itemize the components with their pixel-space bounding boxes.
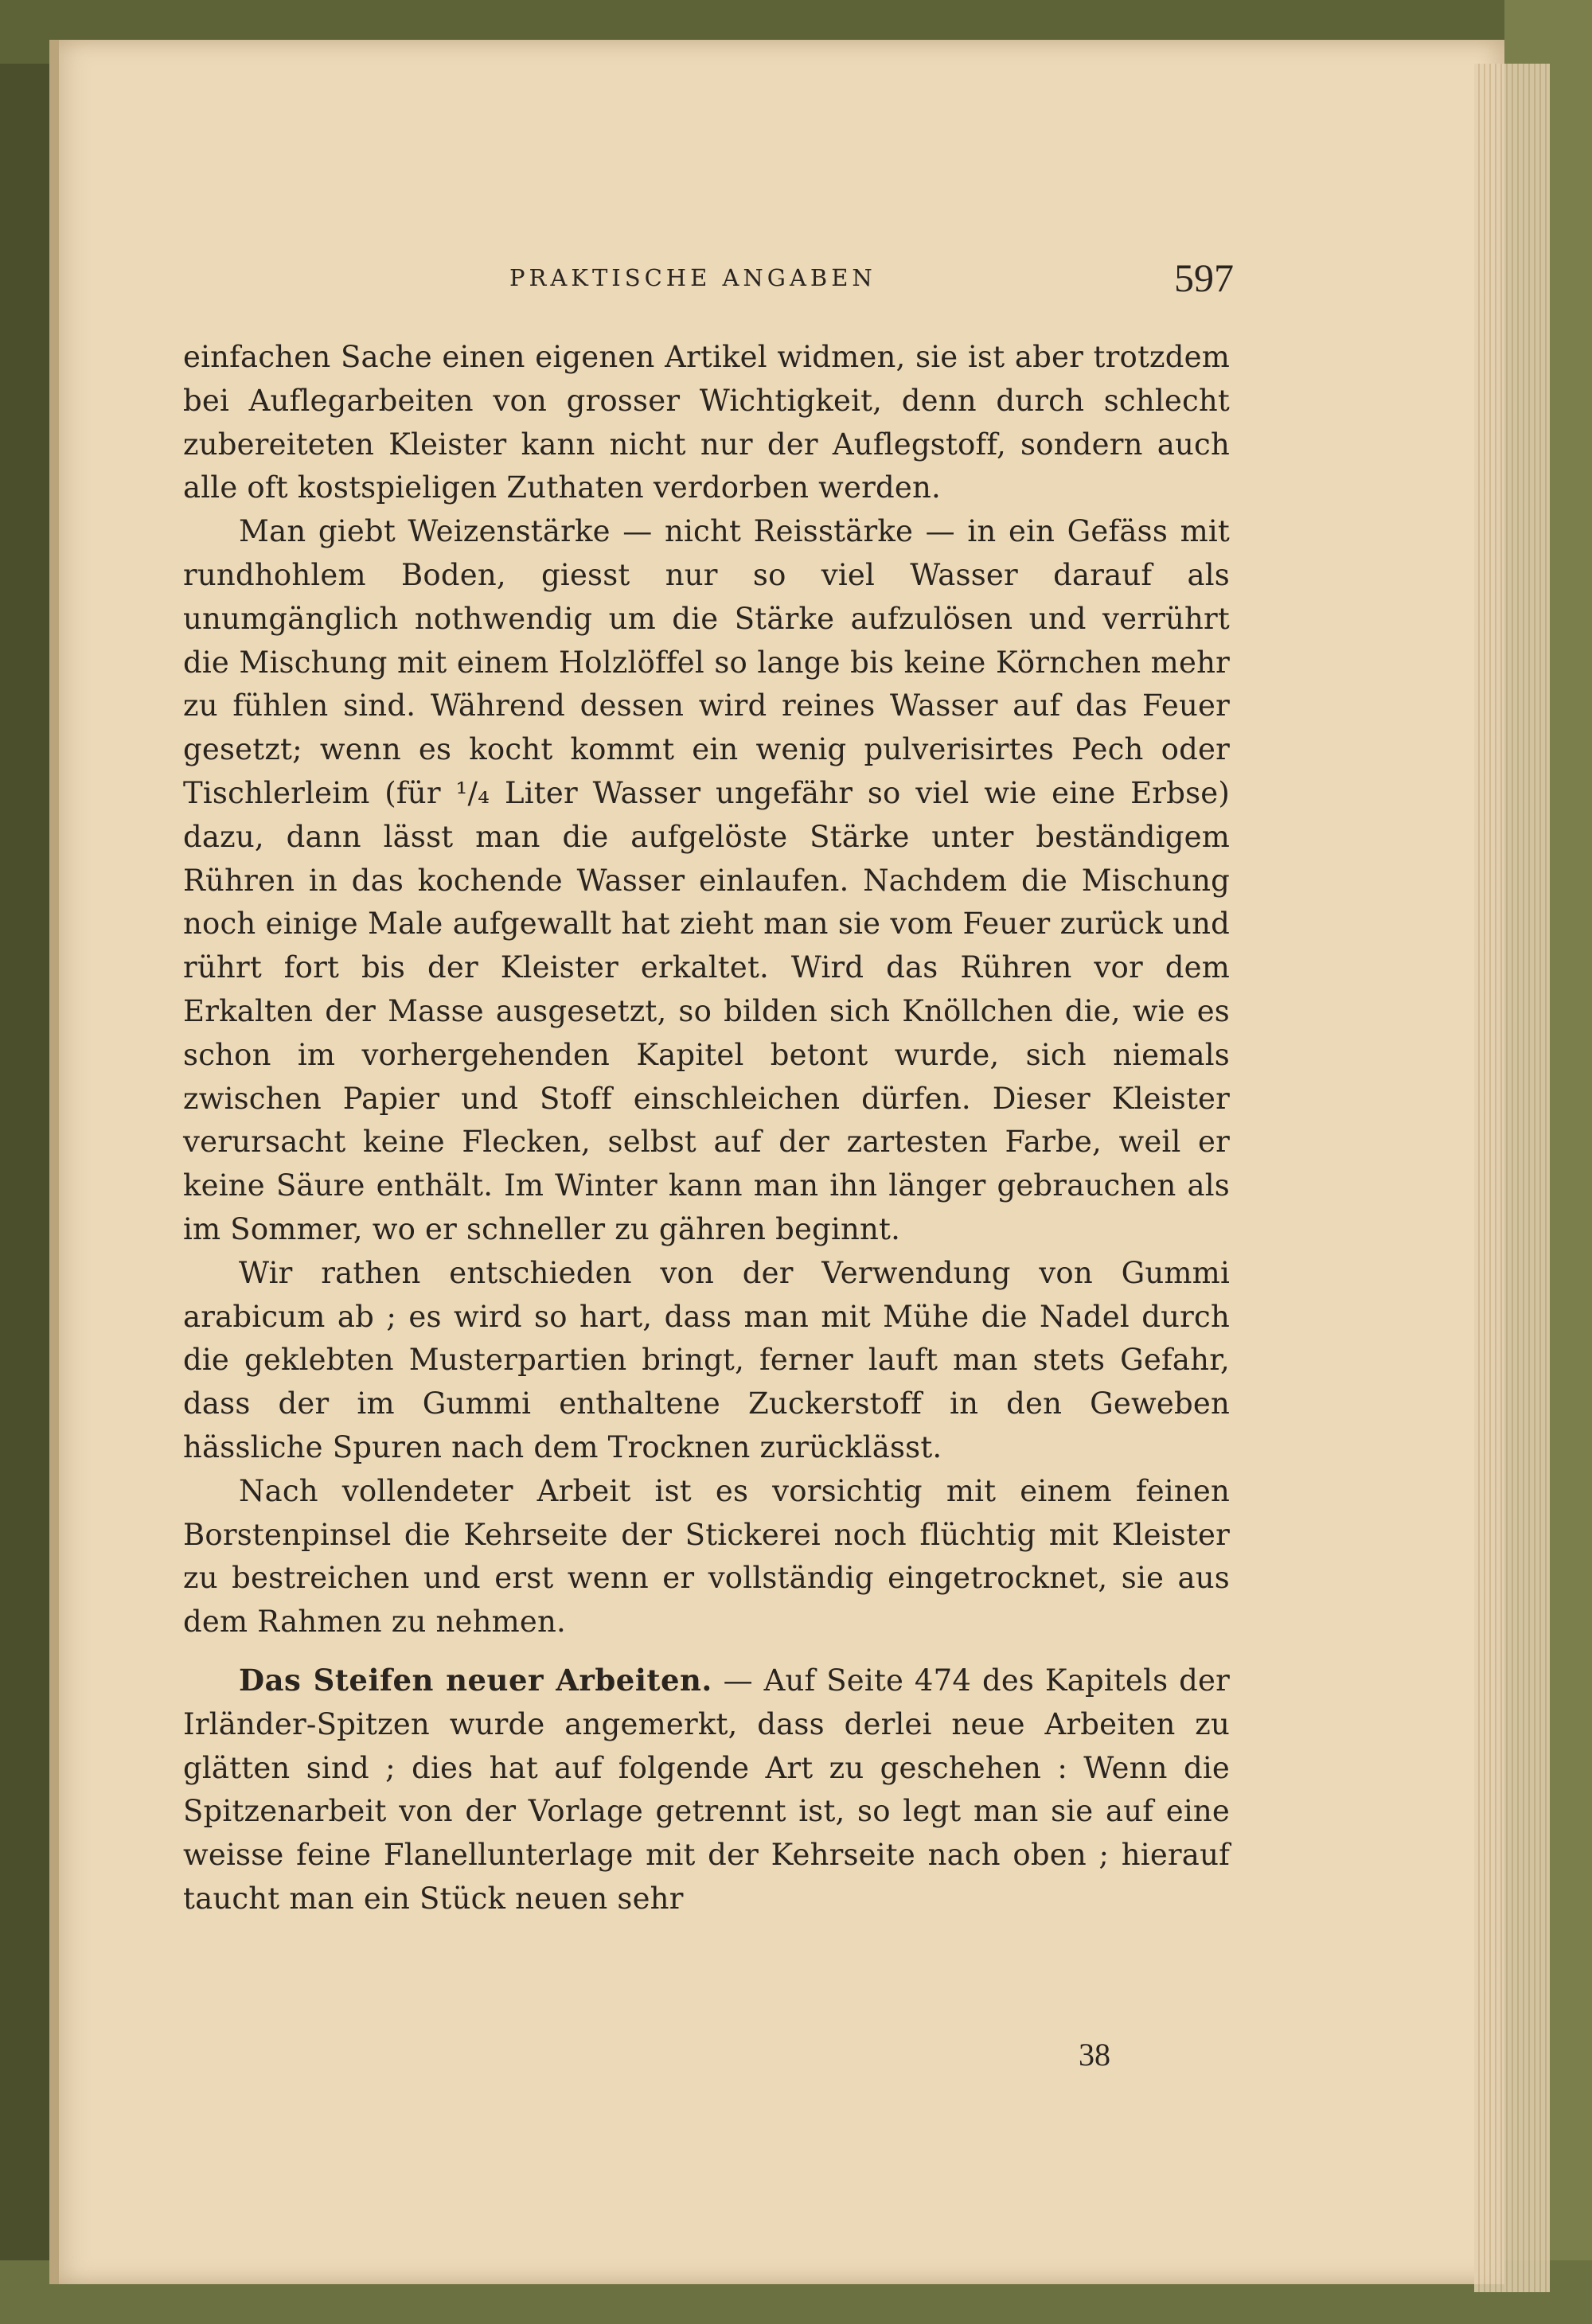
section-text: — Auf Seite 474 des Kapitels der Irländer-Spitzen wurde angemerkt, dass derlei neue Arbeiten zu glätten sind ; dies hat auf folgende Art zu geschehen : Wenn die Spitzenarbeit von der Vorlage getrennt ist, so legt man sie auf eine weisse feine Flanellunterlage mit der Kehrseite nach oben ; hierauf taucht man ein Stück neuen sehr bbox=[183, 1663, 1230, 1916]
section-title: Das Steifen neuer Arbeiten. bbox=[239, 1662, 712, 1698]
running-title: PRAKTISCHE ANGABEN bbox=[509, 264, 876, 291]
paragraph-2: Man giebt Weizenstärke — nicht Reisstärke — in ein Gefäss mit rundhohlem Boden, giesst nur so viel Wasser darauf als unumgänglich nothwendig um die Stärke aufzulösen und verrührt die Mischung mit einem Holzlöffel so lange bis keine Körnchen mehr zu fühlen sind. Während dessen wird reines Wasser auf das Feuer gesetzt; wenn es kocht kommt ein wenig pulverisirtes Pech oder Tischlerleim (für ¹/₄ Liter Wasser ungefähr so viel wie eine Erbse) dazu, dann lässt man die aufgelöste Stärke unter beständigem Rühren in das kochende Wasser einlaufen. Nachdem die Mischung noch einige Male aufgewallt hat zieht man sie vom Feuer zurück und rührt fort bis der Kleister erkaltet. Wird das Rühren vor dem Erkalten der Masse ausgesetzt, so bilden sich Knöllchen die, wie es schon im vorhergehenden Kapitel betont wurde, sich niemals zwischen Papier und Stoff einschleichen dürfen. Dieser Kleister verursacht keine Flecken, selbst auf der zartesten Farbe, weil er keine Säure enthält. Im Winter kann man ihn länger gebrauchen als im Sommer, wo er schneller zu gähren beginnt. bbox=[183, 514, 1230, 1246]
paragraph-4: Nach vollendeter Arbeit ist es vorsichtig mit einem feinen Borstenpinsel die Kehrseite der Stickerei noch flüchtig mit Kleister zu bestreichen und erst wenn er vollständig eingetrocknet, sie aus dem Rahmen zu nehmen. bbox=[183, 1473, 1230, 1640]
section-paragraph bbox=[183, 1659, 1230, 1921]
paragraph-3: Wir rathen entschieden von der Verwendung von Gummi arabicum ab ; es wird so hart, dass man mit Mühe die Nadel durch die geklebten Musterpartien bringt, ferner lauft man stets Gefahr, dass der im Gummi enthaltene Zuckerstoff in den Geweben hässliche Spuren nach dem Trocknen zurücklässt. bbox=[183, 1255, 1230, 1464]
signature-mark: 38 bbox=[1079, 2037, 1110, 2072]
page-number: 597 bbox=[1174, 255, 1234, 300]
page-gutter bbox=[49, 40, 59, 2284]
page-edges bbox=[1474, 64, 1550, 2292]
paragraph-1: einfachen Sache einen eigenen Artikel widmen, sie ist aber trotzdem bei Auflegarbeiten von grosser Wichtigkeit, denn durch schlecht zubereiteten Kleister kann nicht nur der Auflegstoff, sondern auch alle oft kostspieligen Zuthaten verdorben werden. bbox=[183, 340, 1230, 505]
page-header bbox=[183, 255, 1234, 302]
body-text bbox=[183, 336, 1230, 1921]
